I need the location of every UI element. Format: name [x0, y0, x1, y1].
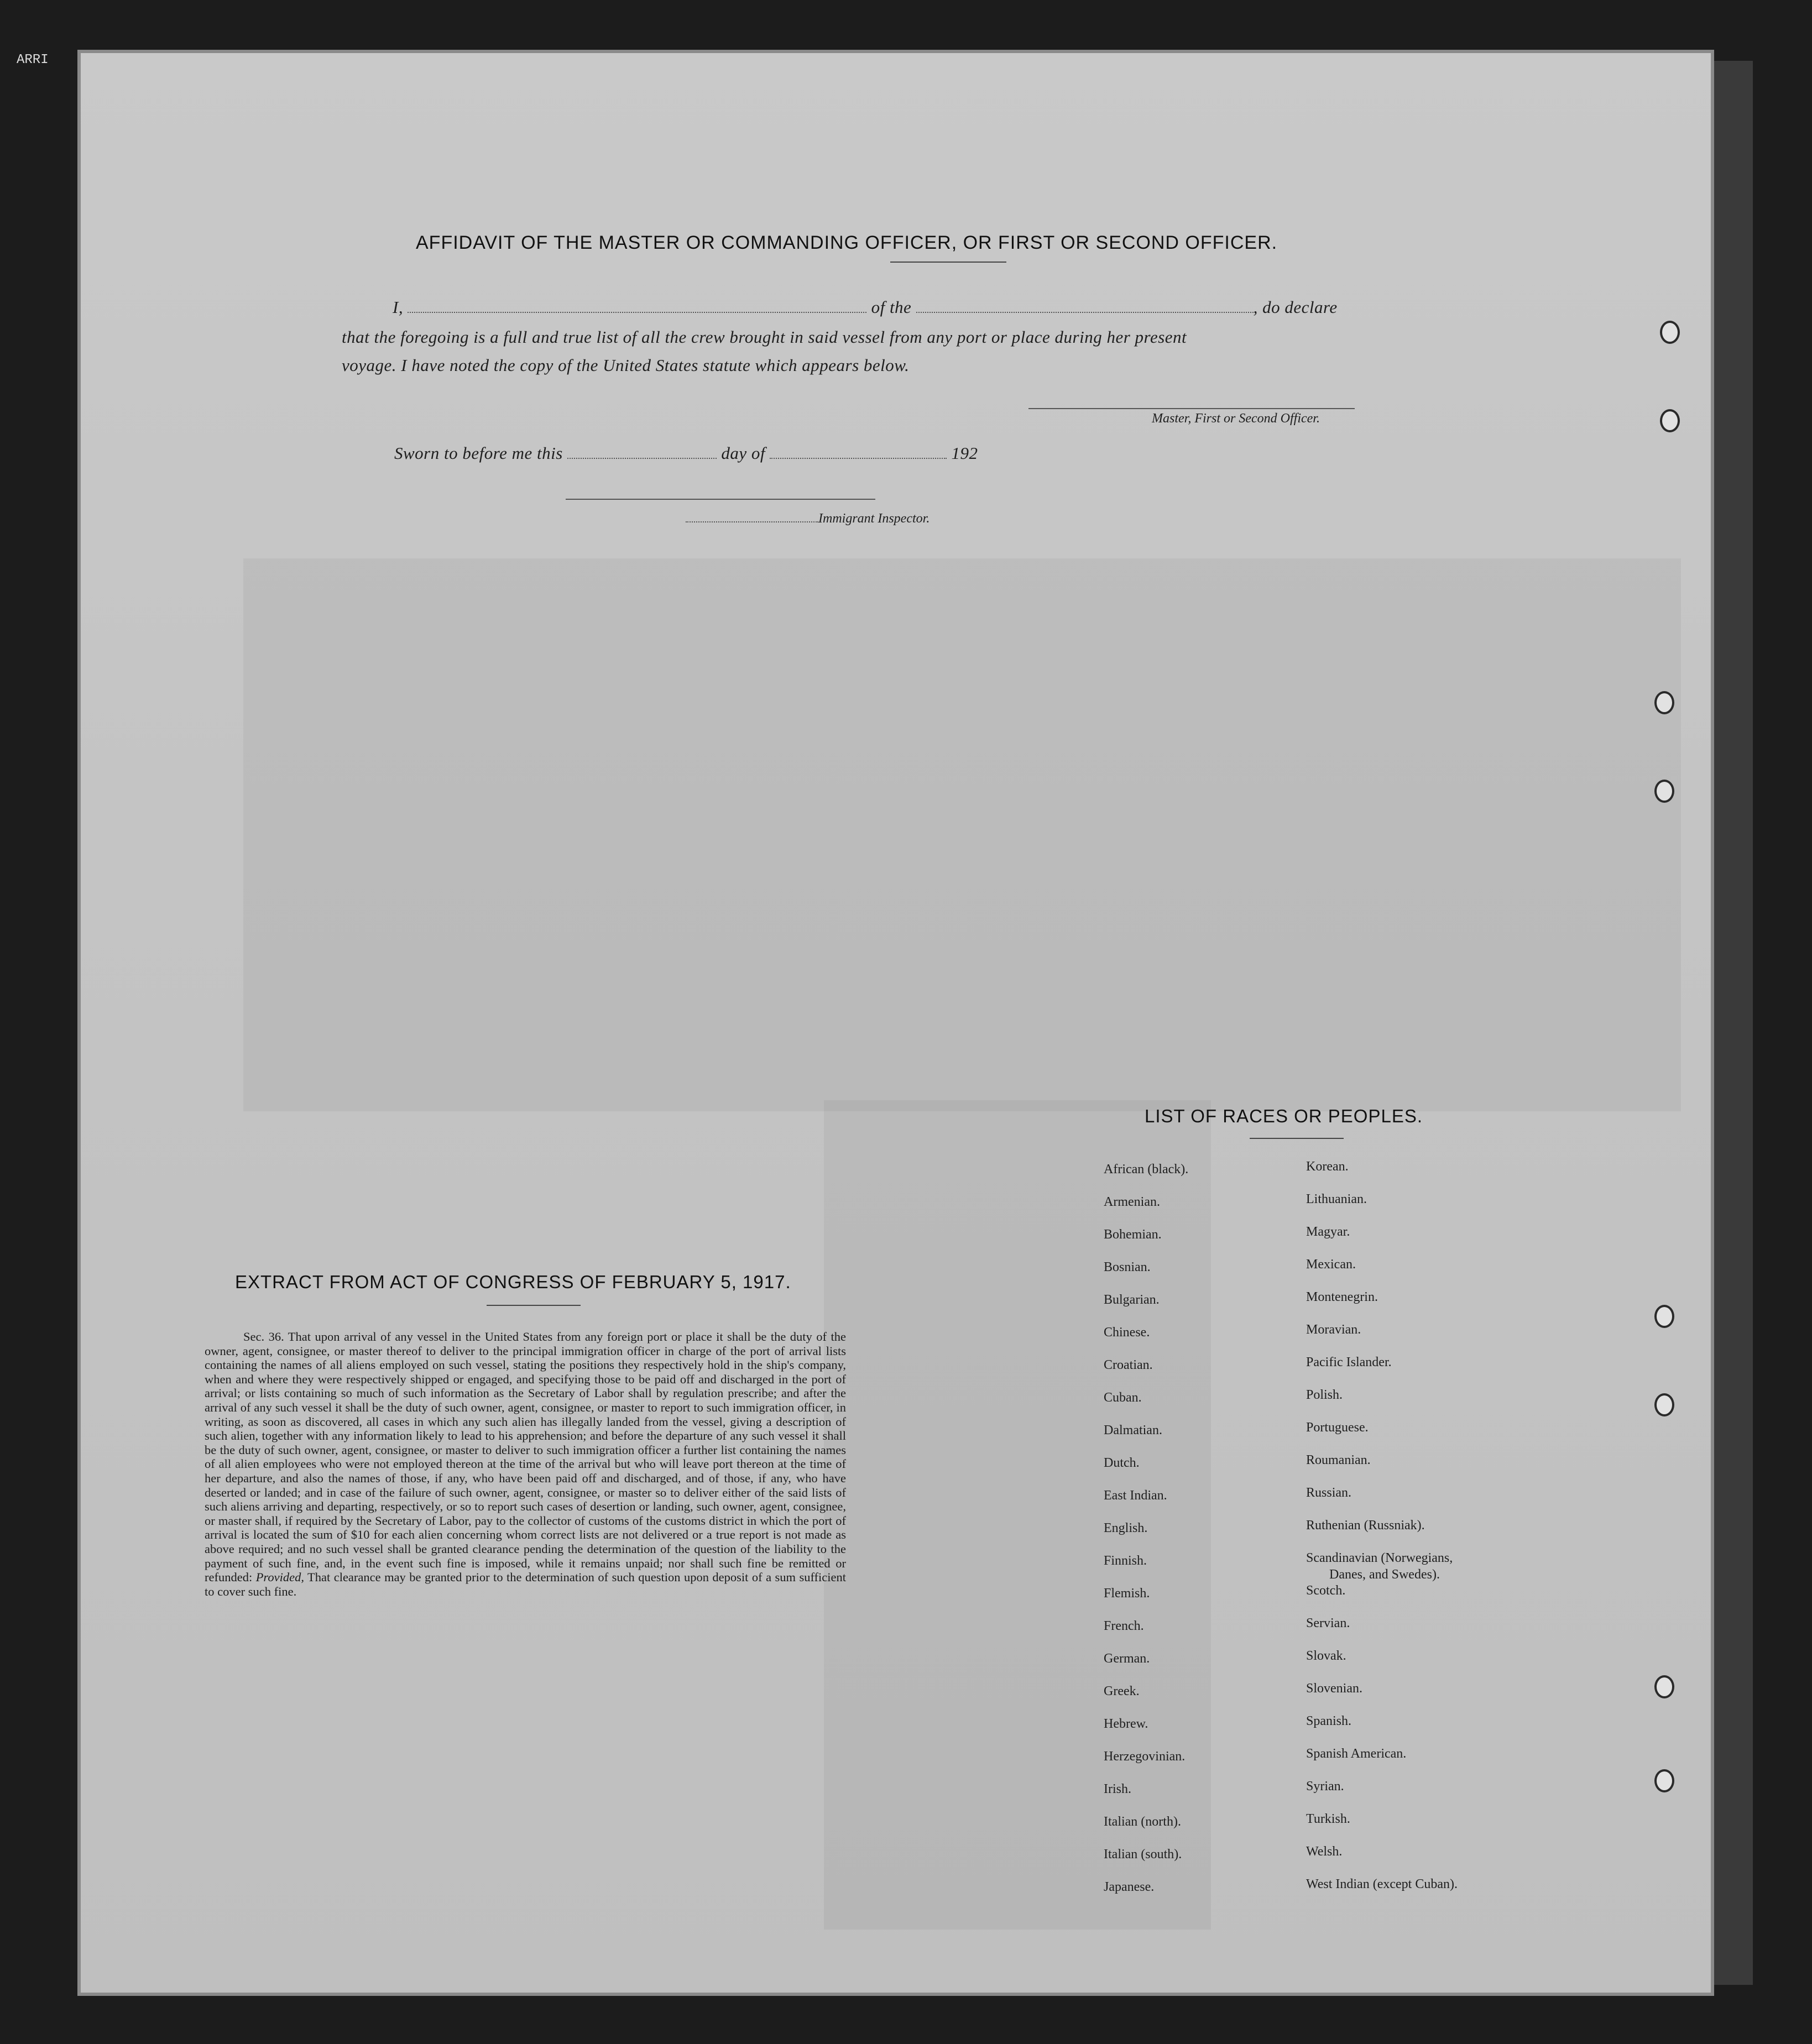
sworn-mid: day of [721, 443, 765, 463]
race-item [1104, 1781, 1188, 1813]
race-label: Mexican. [1306, 1257, 1356, 1272]
race-item [1104, 1455, 1188, 1487]
officer-name-blank [408, 312, 866, 313]
affidavit-title-rule [890, 262, 1006, 263]
affidavit-line1-end: do declare [1262, 297, 1338, 317]
race-label: Hebrew. [1104, 1717, 1148, 1731]
race-label: Welsh. [1306, 1844, 1343, 1859]
race-label: Portuguese. [1306, 1420, 1369, 1435]
inspector-signature-line [566, 499, 875, 500]
race-label: Bohemian. [1104, 1227, 1162, 1242]
affidavit-line-3: voyage. I have noted the copy of the United States statute which appears below. [342, 356, 910, 375]
race-label: Syrian. [1306, 1779, 1344, 1794]
race-label: Magyar. [1306, 1225, 1350, 1239]
race-item [1306, 1582, 1458, 1615]
extract-title-rule [487, 1305, 581, 1306]
races-left-column [1104, 1161, 1188, 1911]
affidavit-line1-start: I, [393, 297, 404, 317]
extract-text [205, 1330, 846, 1598]
race-label: Bulgarian. [1104, 1293, 1160, 1307]
race-label: Spanish American. [1306, 1747, 1407, 1761]
signature-line [1028, 408, 1355, 409]
race-label: Roumanian. [1306, 1453, 1371, 1467]
race-item [1104, 1618, 1188, 1650]
race-label-continuation: Danes, and Swedes). [1329, 1567, 1440, 1582]
margin-stamp: ARRI [17, 53, 49, 67]
extract-provided: Provided, [255, 1570, 304, 1585]
races-title-rule [1250, 1138, 1344, 1139]
race-item [1104, 1324, 1188, 1357]
race-item [1306, 1354, 1458, 1387]
race-item [1306, 1484, 1458, 1517]
race-item [1104, 1389, 1188, 1422]
race-item [1306, 1843, 1458, 1876]
race-item [1306, 1811, 1458, 1843]
race-label: Servian. [1306, 1616, 1350, 1630]
binder-hole [1654, 1675, 1674, 1698]
race-item [1104, 1292, 1188, 1324]
affidavit-line1-mid: of the [871, 297, 912, 317]
race-label: Montenegrin. [1306, 1290, 1378, 1304]
race-item [1306, 1778, 1458, 1811]
race-item [1104, 1194, 1188, 1226]
sworn-day-blank [567, 458, 717, 459]
race-label: Greek. [1104, 1684, 1140, 1698]
race-label: Italian (north). [1104, 1815, 1181, 1829]
binder-hole [1654, 691, 1674, 714]
race-item [1306, 1615, 1458, 1648]
race-item [1104, 1487, 1188, 1520]
race-label: Ruthenian (Russniak). [1306, 1518, 1425, 1533]
race-label: German. [1104, 1651, 1150, 1666]
race-item [1306, 1713, 1458, 1745]
race-item [1104, 1520, 1188, 1552]
vessel-name-blank [916, 312, 1254, 313]
signature-caption: Master, First or Second Officer. [1152, 411, 1320, 426]
race-item [1104, 1226, 1188, 1259]
race-item [1306, 1158, 1458, 1191]
race-item [1104, 1879, 1188, 1911]
race-label: Armenian. [1104, 1195, 1160, 1209]
race-label: Scotch. [1306, 1583, 1346, 1598]
race-item [1306, 1191, 1458, 1224]
race-label: Finnish. [1104, 1554, 1147, 1568]
race-item [1104, 1585, 1188, 1618]
sworn-start: Sworn to before me this [394, 443, 563, 463]
race-item [1104, 1161, 1188, 1194]
race-label: East Indian. [1104, 1488, 1167, 1503]
race-item [1104, 1813, 1188, 1846]
binder-hole [1660, 409, 1680, 432]
affidavit-title: AFFIDAVIT OF THE MASTER OR COMMANDING OFFICER, OR FIRST OR SECOND OFFICER. [416, 232, 1278, 253]
race-item [1306, 1680, 1458, 1713]
race-label: French. [1104, 1619, 1144, 1633]
race-item [1104, 1846, 1188, 1879]
race-item [1104, 1683, 1188, 1716]
race-label: Slovenian. [1306, 1681, 1362, 1696]
race-item [1104, 1716, 1188, 1748]
race-item [1104, 1357, 1188, 1389]
race-item [1306, 1289, 1458, 1321]
bleed-through-area [243, 558, 1681, 1111]
race-label: Russian. [1306, 1486, 1352, 1500]
race-label: Chinese. [1104, 1325, 1150, 1340]
race-item [1104, 1748, 1188, 1781]
race-item [1306, 1745, 1458, 1778]
race-label: Korean. [1306, 1159, 1349, 1174]
race-item [1306, 1321, 1458, 1354]
race-label: Cuban. [1104, 1390, 1142, 1405]
race-item [1306, 1517, 1458, 1550]
binder-hole [1654, 1305, 1674, 1328]
binder-hole [1654, 1769, 1674, 1792]
race-label: Polish. [1306, 1388, 1343, 1402]
extract-title: EXTRACT FROM ACT OF CONGRESS OF FEBRUARY 5, 1917. [235, 1272, 791, 1292]
extract-body: Sec. 36. That upon arrival of any vessel in the United States from any foreign port or place it shall be the duty of the owner, agent, consignee, or master thereof to deliver to the principal immigration officer in charge of the port of arrival lists containing the names of all aliens employed on such vessel, stating the positions they respectively hold in the ship's company, when and where they were respectively shipped or engaged, and specifying those to be paid off and discharged in the port of arrival; or lists containing so much of such information as the Secretary of Labor shall by regulation prescribe; and after the arrival of any such vessel it shall be the duty of such owner, agent, consignee, or master to report to such immigration officer, in writing, as soon as discovered, all cases in which any such alien has illegally landed from the vessel, giving a description of such alien, together with any information likely to lead to his apprehension; and before the departure of any such vessel it shall be the duty of such owner, agent, consignee, or master to deliver to such immigration officer a further list containing the names of all alien employees who were not employed thereon at the time of the arrival but who will leave port thereon at the time of her departure, and also the names of those, if any, who have been paid off and discharged, and of those, if any, who have deserted or landed; and in case of the failure of such owner, agent, consignee, or master so to deliver either of the said lists of such aliens arriving and departing, respectively, or so to report such cases of desertion or landing, such owner, agent, consignee, or master shall, if required by the Secretary of Labor, pay to the collector of customs of the customs district in which the port of arrival is located the sum of $10 for each alien concerning whom correct lists are not delivered or a true report is not made as above required; and no such vessel shall be granted clearance pending the determination of the question of the liability to the payment of such fine, and, in the event such fine is imposed, while it remains unpaid; nor shall such fine be remitted or refunded: [205, 1330, 846, 1585]
race-item [1104, 1552, 1188, 1585]
race-label: Pacific Islander. [1306, 1355, 1392, 1369]
race-item [1306, 1648, 1458, 1680]
race-item [1306, 1452, 1458, 1484]
race-label: Italian (south). [1104, 1847, 1182, 1862]
sworn-line [394, 443, 978, 463]
extract-body-end: That clearance may be granted prior to the determination of such question upon deposit of a sum sufficient to cover such fine. [205, 1570, 847, 1598]
race-item [1306, 1387, 1458, 1419]
race-label: Dalmatian. [1104, 1423, 1162, 1437]
race-label: Herzegovinian. [1104, 1749, 1186, 1764]
race-label: Bosnian. [1104, 1260, 1151, 1274]
race-label: Lithuanian. [1306, 1192, 1367, 1206]
race-item [1306, 1550, 1458, 1582]
race-label: Moravian. [1306, 1322, 1361, 1337]
binder-hole [1660, 321, 1680, 344]
affidavit-line-2: that the foregoing is a full and true list of all the crew brought in said vessel from any port or place during her present [342, 327, 1187, 347]
race-label: English. [1104, 1521, 1148, 1535]
races-right-column [1306, 1158, 1458, 1909]
race-item [1306, 1419, 1458, 1452]
race-label: Spanish. [1306, 1714, 1352, 1728]
binder-hole [1654, 1393, 1674, 1416]
race-label: Croatian. [1104, 1358, 1153, 1372]
race-label: Flemish. [1104, 1586, 1150, 1601]
race-label: Dutch. [1104, 1456, 1140, 1470]
race-item [1104, 1650, 1188, 1683]
race-label: African (black). [1104, 1162, 1189, 1177]
race-label: Turkish. [1306, 1812, 1350, 1826]
sworn-year: 192 [951, 443, 978, 463]
race-item [1306, 1224, 1458, 1256]
inspector-name-blank [686, 521, 818, 522]
race-label: West Indian (except Cuban). [1306, 1877, 1458, 1891]
race-label: Slovak. [1306, 1649, 1346, 1663]
inspector-caption: Immigrant Inspector. [818, 511, 930, 526]
race-item [1306, 1876, 1458, 1909]
race-label: Irish. [1104, 1782, 1131, 1796]
race-label: Scandinavian (Norwegians, [1306, 1551, 1453, 1565]
race-item [1104, 1259, 1188, 1292]
races-title: LIST OF RACES OR PEOPLES. [1145, 1106, 1423, 1126]
race-label: Japanese. [1104, 1880, 1155, 1894]
affidavit-line-1: I, of the , do declare [393, 297, 1338, 317]
race-item [1306, 1256, 1458, 1289]
binder-hole [1654, 780, 1674, 803]
inspector-caption-line [686, 511, 930, 526]
document-page [77, 50, 1714, 1996]
race-item [1104, 1422, 1188, 1455]
sworn-month-blank [770, 458, 947, 459]
